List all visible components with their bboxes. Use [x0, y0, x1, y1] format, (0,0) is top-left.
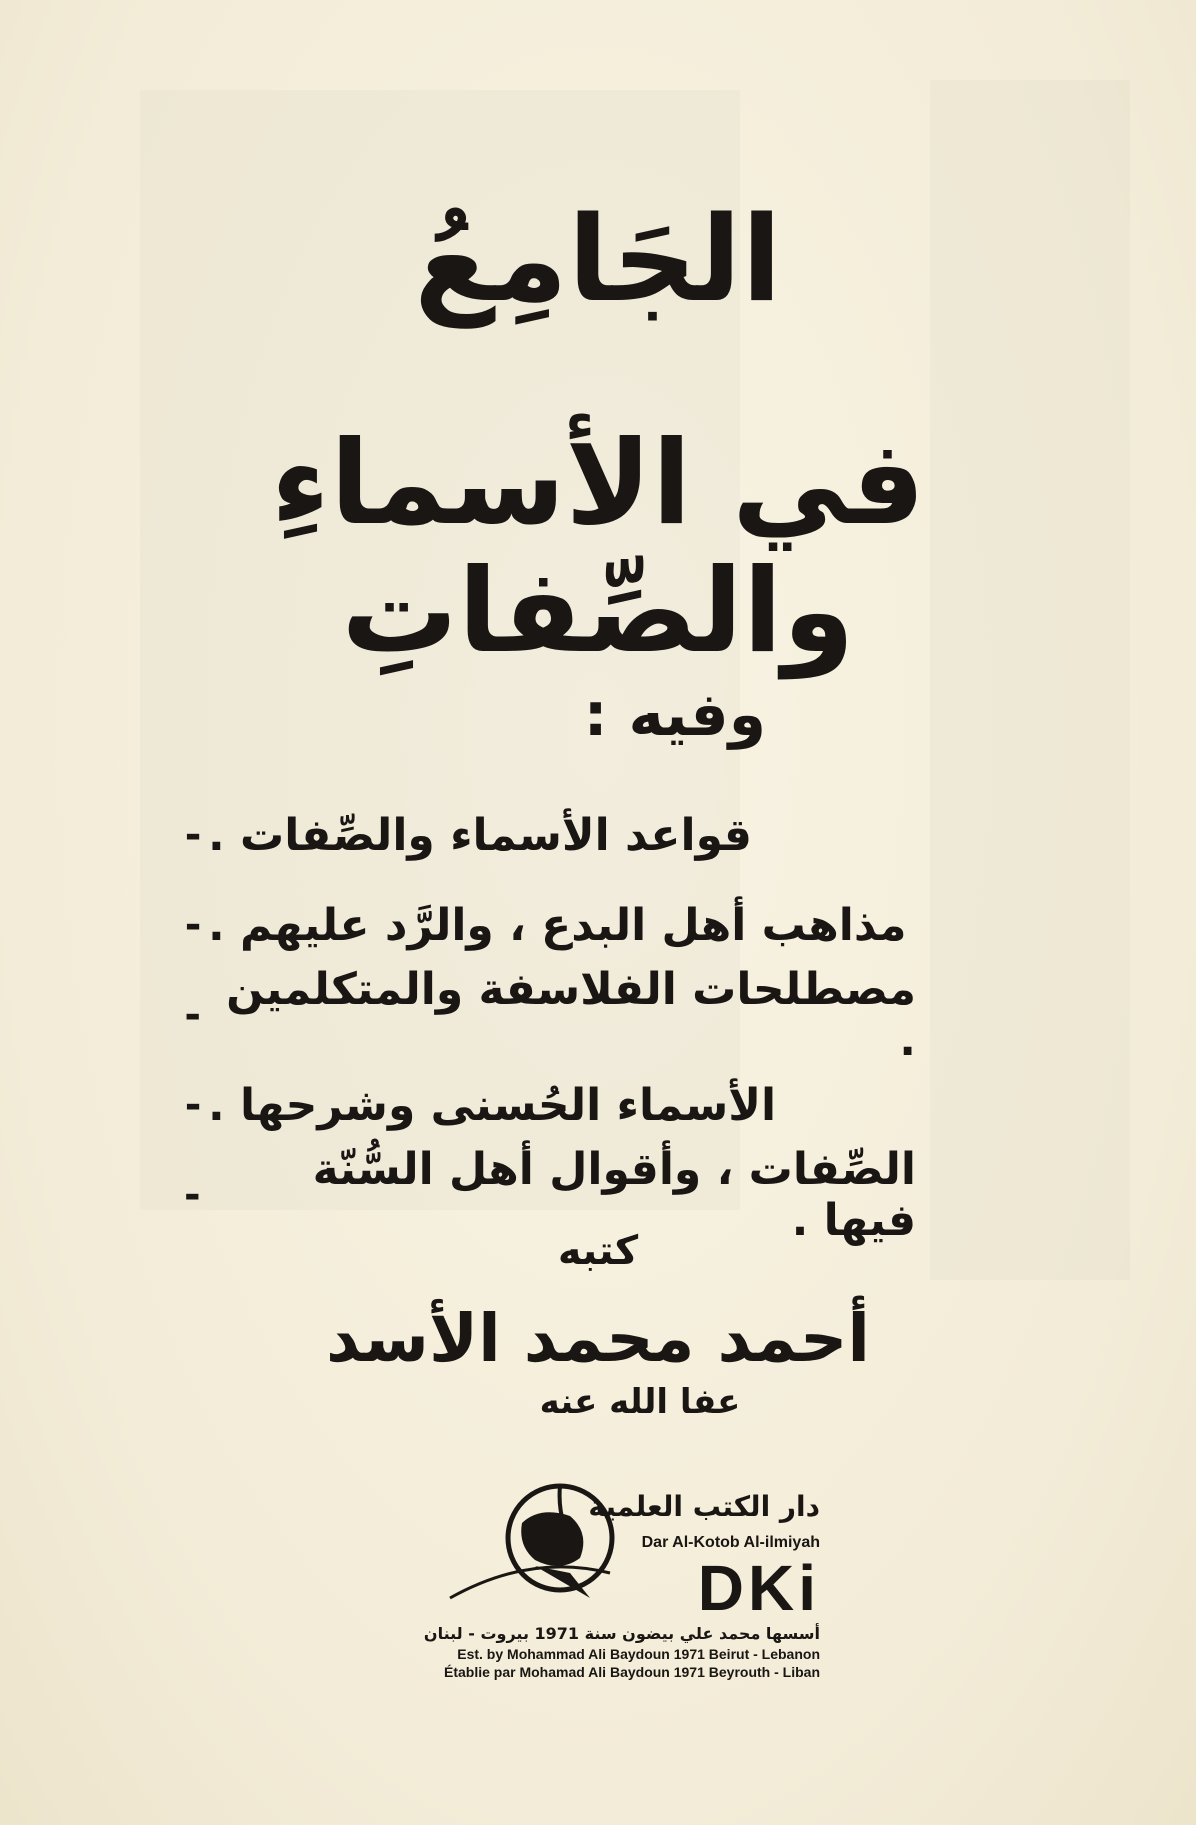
list-item-text: الصِّفات ، وأقوال أهل السُّنّة فيها .	[312, 1144, 916, 1246]
author-note: عفا الله عنه	[539, 1382, 741, 1422]
publisher-established-english: Est. by Mohammad Ali Baydoun 1971 Beirut - Lebanon	[457, 1646, 820, 1662]
publisher-established-arabic: أسسها محمد علي بيضون سنة 1971 بيروت - لبنان	[423, 1624, 820, 1643]
list-dash: -	[184, 1082, 202, 1128]
list-dash: -	[184, 1172, 201, 1218]
list-item-text: قواعد الأسماء والصِّفات .	[208, 809, 752, 861]
contents-list	[156, 790, 916, 1246]
publisher-name-arabic: دار الكتب العلمية	[588, 1490, 820, 1523]
list-dash: -	[184, 902, 202, 948]
list-item	[156, 1060, 916, 1150]
list-item-text: مصطلحات الفلاسفة والمتكلمين .	[226, 964, 916, 1066]
contents-intro: وفيه :	[583, 680, 766, 750]
list-item	[156, 790, 916, 880]
book-title-line-2: في الأسماءِ والصِّفاتِ	[270, 416, 926, 679]
book-title-line-1: الجَامِعُ	[414, 190, 782, 328]
publisher-established-french: Établie par Mohamad Ali Baydoun 1971 Beyrouth - Liban	[444, 1664, 820, 1680]
publisher-name-english: Dar Al-Kotob Al-ilmiyah	[641, 1534, 820, 1551]
byline-label: كتبه	[557, 1228, 639, 1274]
list-item	[156, 880, 916, 970]
list-item	[156, 964, 916, 1066]
list-item	[156, 1144, 916, 1246]
list-dash: -	[184, 992, 202, 1038]
publisher-brand: DKi	[697, 1552, 820, 1624]
list-dash: -	[184, 812, 202, 858]
list-item-text: مذاهب أهل البدع ، والرَّد عليهم .	[208, 899, 907, 951]
list-item-text: الأسماء الحُسنى وشرحها .	[208, 1079, 777, 1131]
publisher-block	[423, 1478, 820, 1680]
author-name: أحمد محمد الأسد	[325, 1300, 871, 1377]
